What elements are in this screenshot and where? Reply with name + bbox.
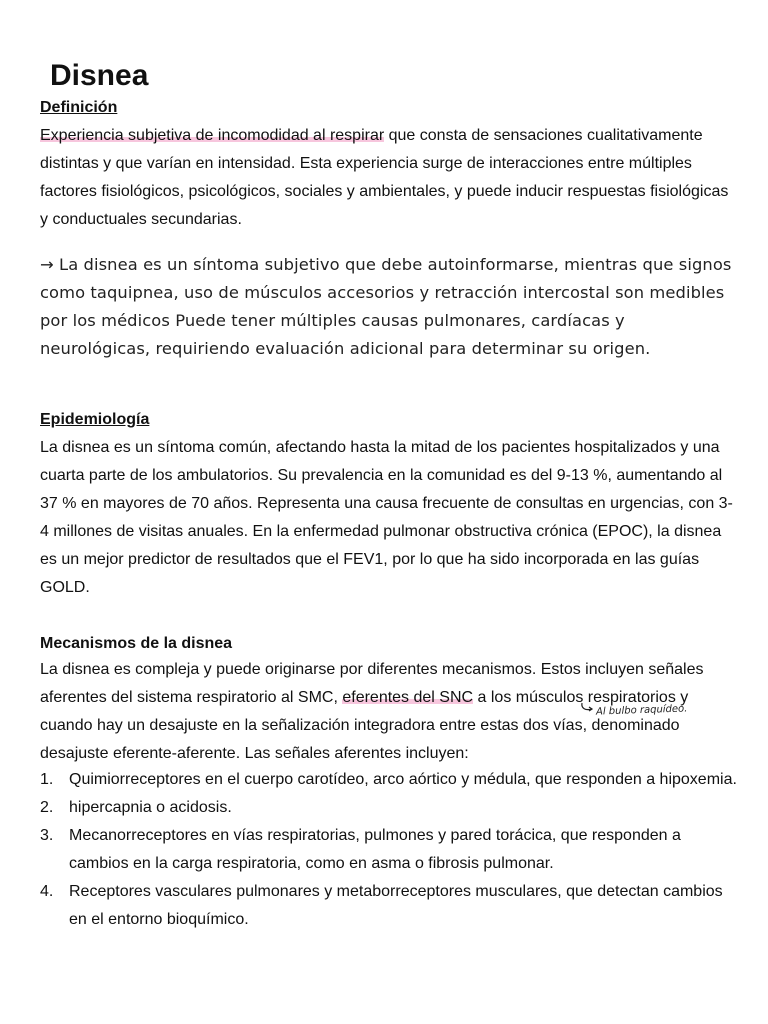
- mechanisms-text-after: a los músculos respiratorios y cuando hay un desajuste en la señalización integradora entre estas dos vías, denominado desajuste eferente-aferente. Las señales aferentes incluyen:: [40, 689, 689, 762]
- list-item: 1. Quimiorreceptores en el cuerpo carotídeo, arco aórtico y médula, que responden a hipoxemia.: [40, 771, 737, 788]
- mechanisms-highlight: eferentes del SNC: [342, 689, 474, 706]
- definition-text: que consta de sensaciones cualitativamente distintas y que varían en intensidad. Esta experiencia surge de interacciones entre múltiples factores fisiológicos, psicológicos, sociales y ambientales, y puede inducir respuestas fisiológicas y conductuales secundarias.: [40, 127, 729, 228]
- list-item: 3. Mecanorreceptores en vías respiratorias, pulmones y pared torácica, que responden a cambios en la carga respiratoria, como en asma o fibrosis pulmonar.: [40, 827, 681, 872]
- mechanisms-text-before: La disnea es compleja y puede originarse por diferentes mecanismos. Estos incluyen señales aferentes del sistema respiratorio al SMC,: [40, 661, 704, 706]
- afferent-signals-list: [40, 766, 740, 934]
- handwritten-arrow-icon: [580, 702, 594, 712]
- note-paragraph: → La disnea es un síntoma subjetivo que debe autoinformarse, mientras que signos como taquipnea, uso de músculos accesorios y retracción intercostal son medibles por los médicos Puede tener múltiples causas pulmonares, cardíacas y neurológicas, requiriendo evaluación adicional para determinar su origen.: [40, 255, 732, 358]
- mechanisms-heading: Mecanismos de la disnea: [40, 635, 233, 652]
- list-item: 2. hipercapnia o acidosis.: [40, 799, 232, 816]
- definition-paragraph: [40, 122, 740, 234]
- list-item: 4. Receptores vasculares pulmonares y metaborreceptores musculares, que detectan cambios en el entorno bioquímico.: [40, 883, 723, 928]
- epidemiology-paragraph: La disnea es un síntoma común, afectando hasta la mitad de los pacientes hospitalizados y una cuarta parte de los ambulatorios. Su prevalencia en la comunidad es del 9-13 %, aumentando al 37 % en mayores de 70 años. Representa una causa frecuente de consultas en urgencias, con 3-4 millones de visitas anuales. En la enfermedad pulmonar obstructiva crónica (EPOC), la disnea es un mejor predictor de resultados que el FEV1, por lo que ha sido incorporada en las guías GOLD.: [40, 439, 733, 596]
- handwritten-annotation: Al bulbo raquídeo.: [595, 703, 688, 718]
- epidemiology-heading: Epidemiología: [40, 411, 150, 428]
- definition-highlight: Experiencia subjetiva de incomodidad al respirar: [40, 127, 385, 144]
- document-title: Disnea: [50, 59, 149, 92]
- definition-heading: Definición: [40, 99, 118, 116]
